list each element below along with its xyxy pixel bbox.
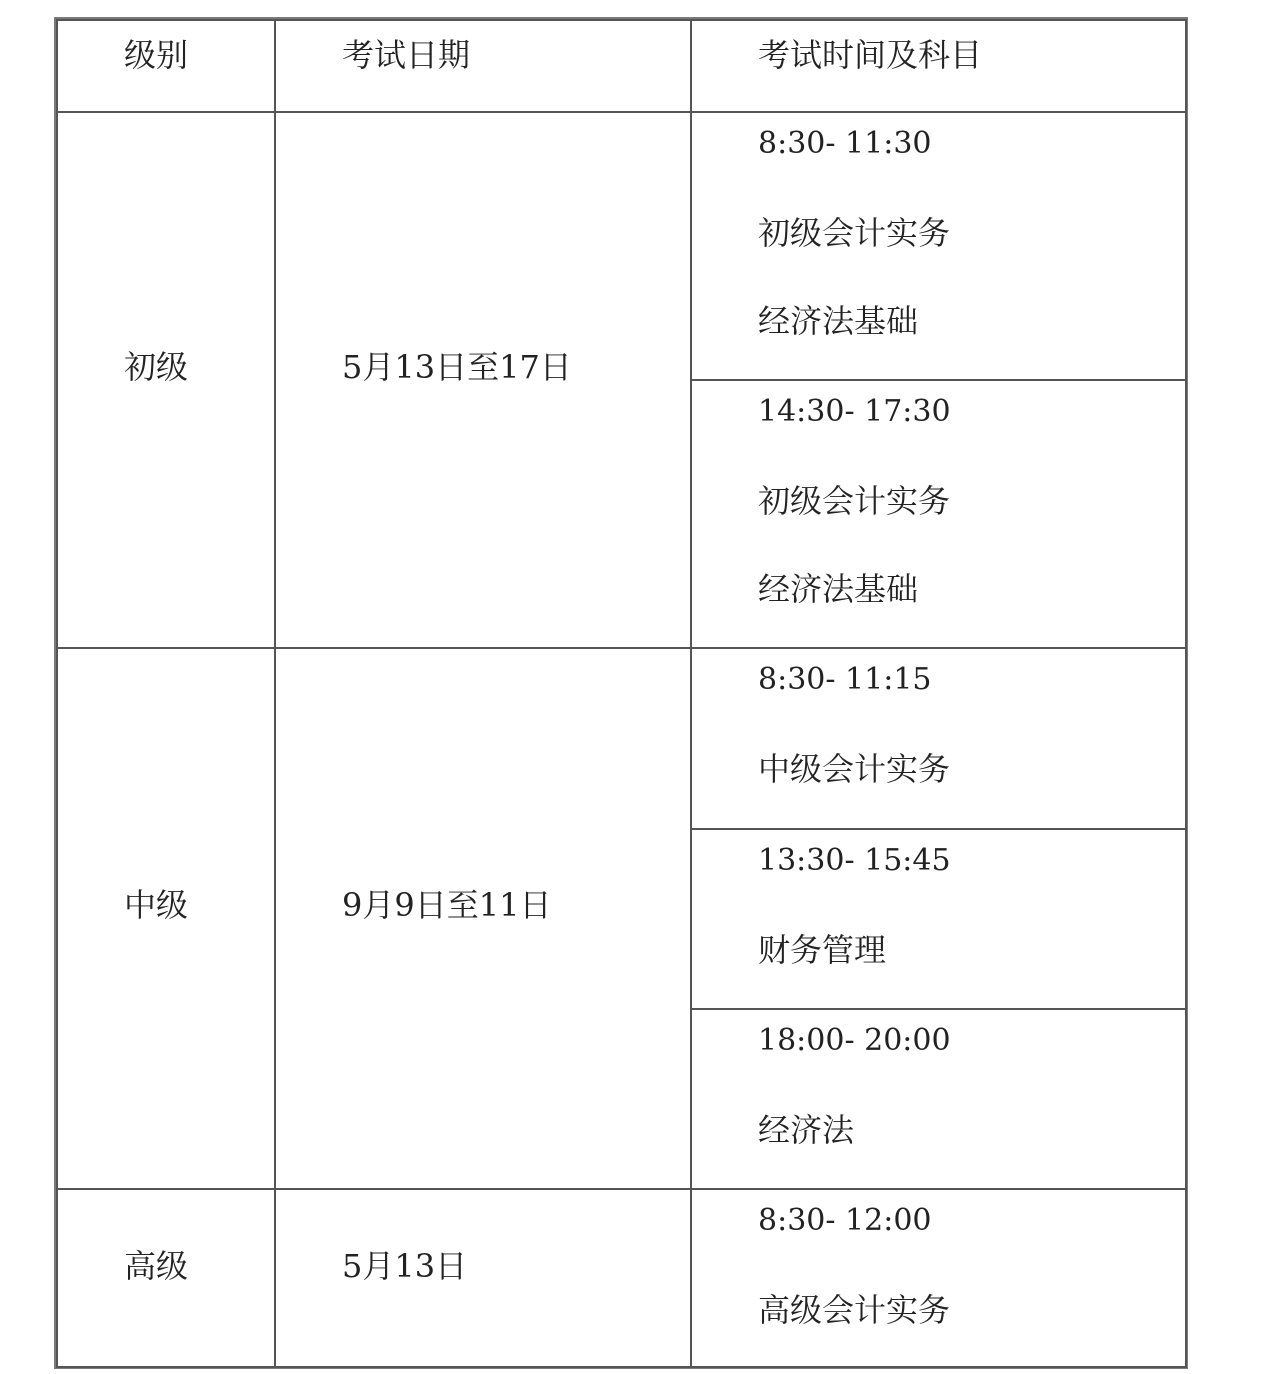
session-time: 8:30- 11:15 <box>758 662 932 697</box>
session-cell <box>690 1188 1187 1368</box>
session-subject: 中级会计实务 <box>758 750 951 788</box>
session-time: 8:30- 12:00 <box>758 1203 932 1238</box>
session-time: 8:30- 11:30 <box>758 126 932 161</box>
session-subject: 初级会计实务 <box>758 482 951 520</box>
session-time: 14:30- 17:30 <box>758 394 951 429</box>
table-row-date-cell <box>274 111 692 649</box>
session-time: 18:00- 20:00 <box>758 1023 951 1058</box>
date-label: 5月13日至17日 <box>342 348 572 386</box>
date-label: 9月9日至11日 <box>342 886 552 924</box>
table-row-level-cell <box>56 647 276 1190</box>
session-cell <box>690 647 1187 830</box>
session-subject: 经济法基础 <box>758 570 919 608</box>
table-row-date-cell <box>274 1188 692 1368</box>
session-subject: 高级会计实务 <box>758 1291 951 1329</box>
header-cell-date <box>274 19 692 113</box>
header-cell-level <box>56 19 276 113</box>
header-cell-time-subject <box>690 19 1187 113</box>
date-label: 5月13日 <box>342 1247 468 1285</box>
session-subject: 经济法 <box>758 1111 855 1149</box>
level-label: 初级 <box>124 348 189 386</box>
level-label: 高级 <box>124 1247 189 1285</box>
session-subject: 初级会计实务 <box>758 214 951 252</box>
session-cell <box>690 828 1187 1010</box>
session-subject: 财务管理 <box>758 931 887 969</box>
session-cell <box>690 111 1187 381</box>
session-cell <box>690 1008 1187 1190</box>
header-time-subject: 考试时间及科目 <box>758 36 983 74</box>
session-subject: 经济法基础 <box>758 302 919 340</box>
header-level: 级别 <box>124 36 189 74</box>
header-date: 考试日期 <box>342 36 471 74</box>
table-row-level-cell <box>56 1188 276 1368</box>
table-row-level-cell <box>56 111 276 649</box>
session-time: 13:30- 15:45 <box>758 843 951 878</box>
session-cell <box>690 379 1187 649</box>
level-label: 中级 <box>124 886 189 924</box>
table-row-date-cell <box>274 647 692 1190</box>
